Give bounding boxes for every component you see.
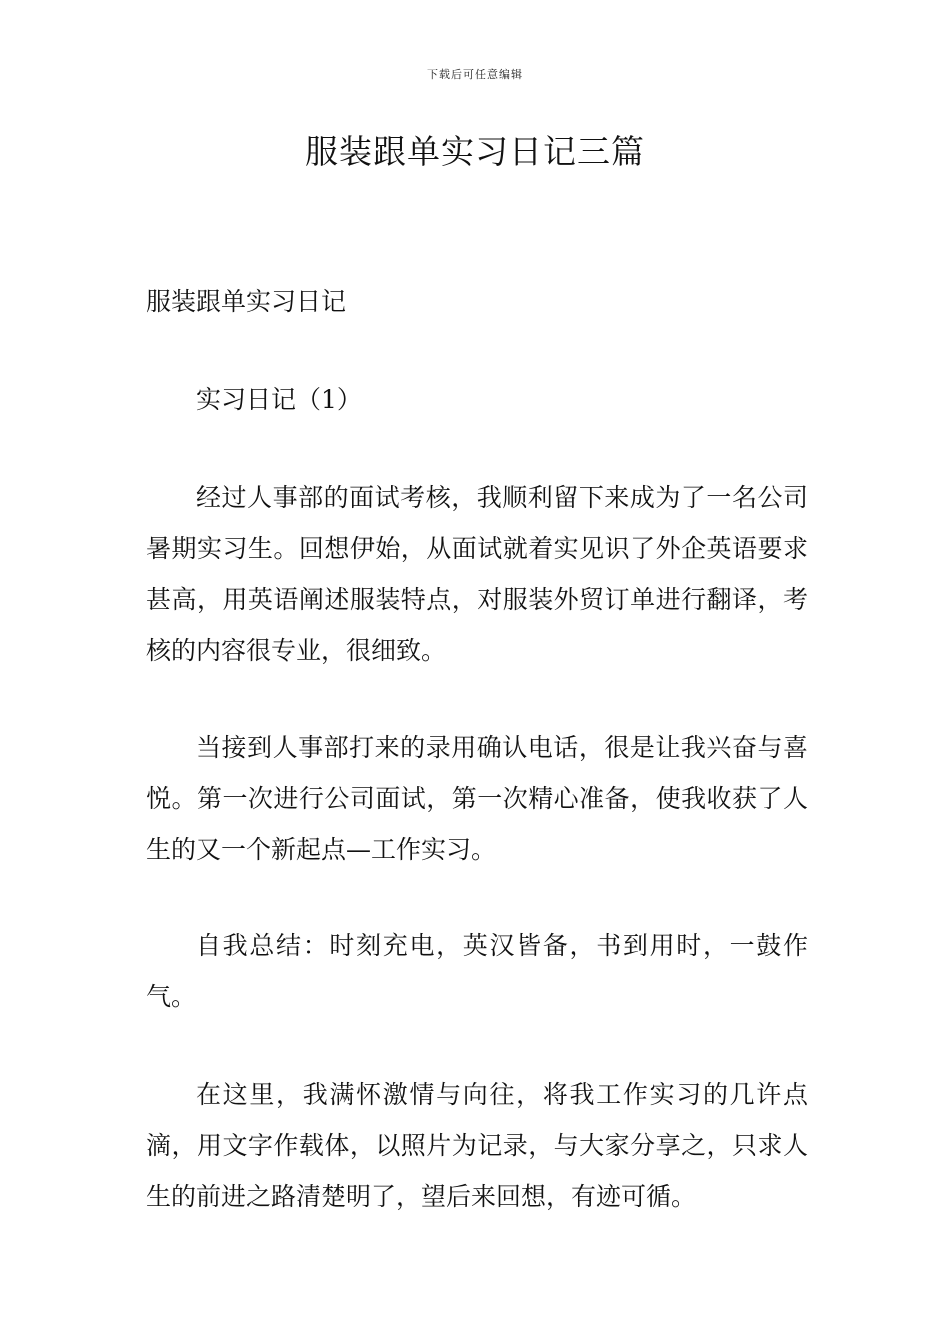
paragraph-1: 经过人事部的面试考核，我顺利留下来成为了一名公司暑期实习生。回想伊始，从面试就着实见识了外企英语要求甚高，用英语阐述服装特点，对服装外贸订单进行翻译，考核的内容很专业，很细致。 — [146, 483, 808, 665]
section-subtitle: 服装跟单实习日记 — [146, 287, 347, 316]
paragraph-2: 当接到人事部打来的录用确认电话，很是让我兴奋与喜悦。第一次进行公司面试，第一次精心准备，使我收获了人生的又一个新起点—工作实习。 — [146, 733, 808, 864]
header-note: 下载后可任意编辑 — [427, 68, 523, 81]
page-title: 服装跟单实习日记三篇 — [305, 132, 645, 171]
paragraph-4: 在这里，我满怀激情与向往，将我工作实习的几许点滴，用文字作载体，以照片为记录，与大家分享之，只求人生的前进之路清楚明了，望后来回想，有迹可循。 — [146, 1080, 808, 1211]
entry-heading: 实习日记（1） — [196, 385, 362, 414]
paragraph-3: 自我总结：时刻充电，英汉皆备，书到用时，一鼓作气。 — [146, 931, 808, 1011]
